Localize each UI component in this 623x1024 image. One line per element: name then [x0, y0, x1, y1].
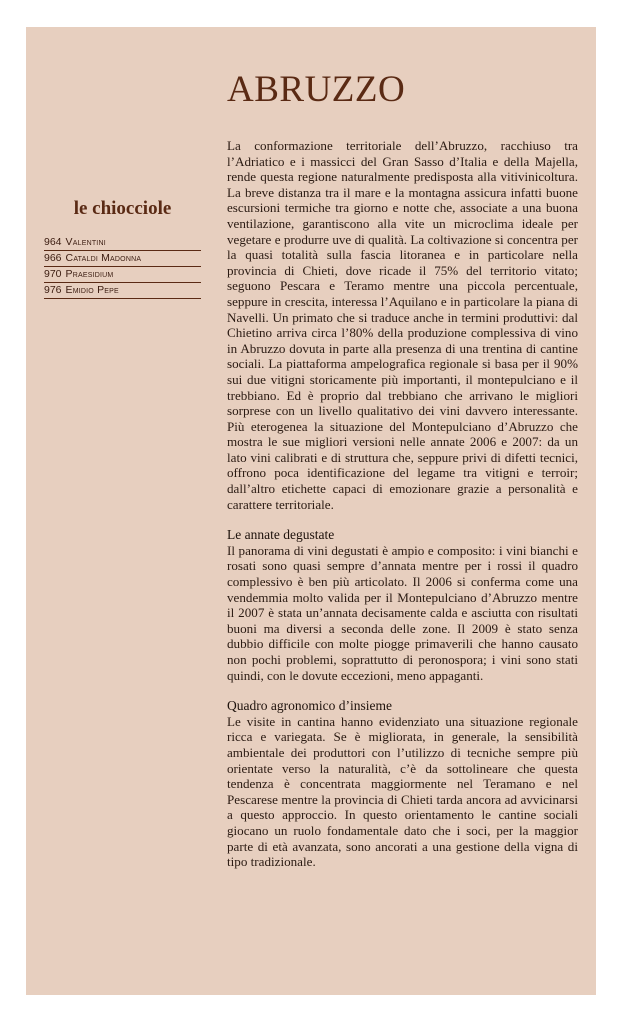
index-producer-name: Emidio Pepe	[65, 284, 119, 296]
index-page-number: 966	[44, 252, 62, 264]
index-producer-name: Cataldi Madonna	[65, 252, 142, 264]
index-page-number: 970	[44, 268, 62, 280]
index-entry	[44, 251, 201, 267]
index-producer-name: Valentini	[65, 236, 106, 248]
section-gap	[227, 683, 578, 698]
intro-paragraph: La conformazione territoriale dell’Abruzzo, racchiuso tra l’Adriatico e i massicci del Gran Sasso d’Italia e della Majella, rende questa regione naturalmente predisposta alla vitivinicoltura. La breve distanza tra il mare e la montagna assicura infatti buone escursioni termiche tra giorno e notte che, associate a una buona ventilazione, garantiscono alla vite un microclima ideale per vegetare e produrre uve di qualità. La coltivazione si concentra per la quasi totalità sulla fascia litoranea e in particolare nella provincia di Chieti, dove ricade il 75% del territorio vitato; seguono Pescara e Teramo mentre una piccola percentuale, seppure in crescita, interessa l’Aquilano e in particolare la piana di Navelli. Un primato che si traduce anche in termini produttivi: dal Chietino arriva circa l’80% della produzione complessiva di vino in Abruzzo dovuta in parte alla presenza di una trentina di cantine sociali. La piattaforma ampelografica regionale si basa per il 90% sui due vitigni storicamente più importanti, il montepulciano e il trebbiano. Ed è proprio dal trebbiano che arrivano le migliori sorprese con un livello qualitativo dei vini davvero interessante. Più eterogenea la situazione del Montepulciano d’Abruzzo che mostra le sue migliori versioni nelle annate 2006 e 2007: da un lato vini calibrati e di struttura che, seppure privi di difetti tecnici, offrono poca identificazione del legame tra vitigni e terroir; dall’altro etichette capaci di emozionare grazie a personalità e carattere territoriale.	[227, 138, 578, 512]
producer-index	[44, 235, 201, 299]
page-title: ABRUZZO	[227, 69, 406, 110]
index-entry	[44, 267, 201, 283]
index-producer-name: Praesidium	[65, 268, 114, 280]
article-body	[227, 138, 578, 870]
sidebar-title: le chiocciole	[73, 198, 172, 219]
section-heading: Le annate degustate	[227, 527, 335, 543]
index-page-number: 964	[44, 236, 62, 248]
index-page-number: 976	[44, 284, 62, 296]
index-entry	[44, 235, 201, 251]
section-heading: Quadro agronomico d’insieme	[227, 698, 392, 714]
section-gap	[227, 512, 578, 527]
index-entry	[44, 283, 201, 299]
section-paragraph: Il panorama di vini degustati è ampio e composito: i vini bianchi e rosati sono quasi sempre d’annata mentre per i rossi il quadro complessivo è ben più articolato. Il 2006 si conferma come una vendemmia molto valida per il Montepulciano d’Abruzzo mentre il 2007 è stata un’annata decisamente calda e asciutta con risultati buoni ma diversi a seconda delle zone. Il 2009 è stato senza dubbio difficile con molte piogge primaverili che hanno causato non pochi problemi, soprattutto di peronospora; i vini sono stati quindi, con le dovute eccezioni, meno appaganti.	[227, 542, 578, 683]
section-paragraph: Le visite in cantina hanno evidenziato una situazione regionale ricca e variegata. Se è migliorata, in generale, la sensibilità ambientale dei produttori con l’utilizzo di tecniche sempre più orientate verso la naturalità, c’è da sottolineare che questa tendenza è concentrata maggiormente nel Teramano e nel Pescarese mentre la provincia di Chieti tarda ancora ad avvicinarsi a questo approccio. In questo orientamento le cantine sociali giocano un ruolo fondamentale dato che i soci, per la maggior parte di età avanzata, sono ancorati a una gestione della vigna di tipo tradizionale.	[227, 713, 578, 870]
